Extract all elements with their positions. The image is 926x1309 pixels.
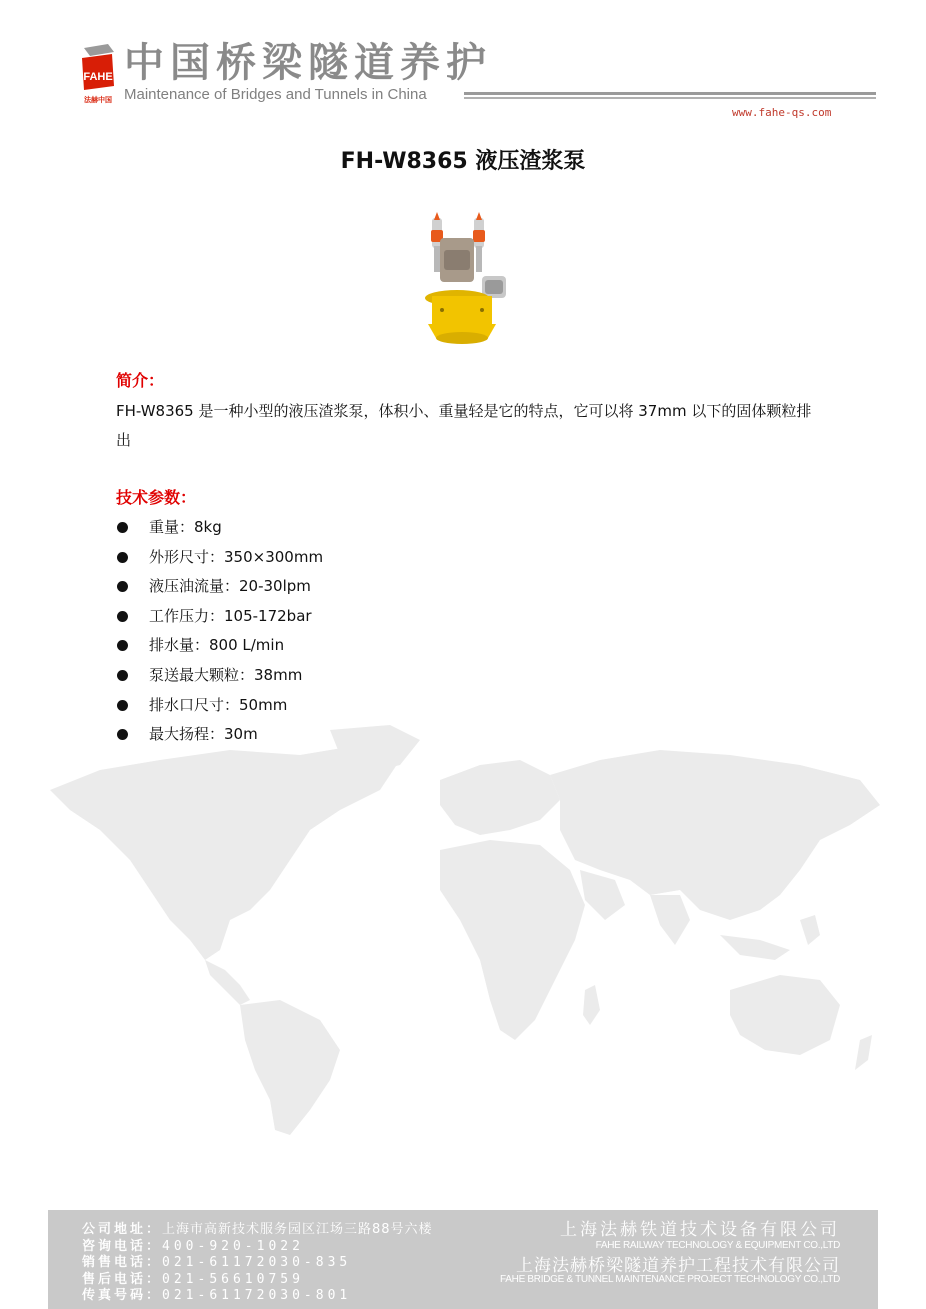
intro-heading: 简介： — [116, 371, 165, 390]
header-rule — [464, 92, 876, 95]
contact-sales-phone — [82, 1255, 433, 1272]
contact-label: 咨询电话： — [82, 1238, 163, 1254]
company2-name-chinese: 上海法赫桥梁隧道养护工程技术有限公司 — [516, 1256, 840, 1276]
pump-product-image — [412, 210, 524, 346]
specs-list — [116, 513, 323, 750]
intro-text: FH-W8365 是一种小型的液压渣浆泵，体积小、重量轻是它的特点，它可以将 37mm 以下的固体颗粒排出 — [116, 402, 812, 449]
logo-text: FAHE — [83, 71, 113, 83]
company2-name-english: FAHE BRIDGE & TUNNEL MAINTENANCE PROJECT TECHNOLOGY CO.,LTD — [500, 1274, 840, 1285]
contact-value: 021-61172030-801 — [162, 1288, 352, 1303]
contact-fax — [82, 1288, 433, 1305]
spec-item-pressure: 工作压力：105-172bar — [116, 602, 323, 632]
logo-subtext: 法赫中国 — [84, 96, 112, 104]
spec-item-oil-flow: 液压油流量：20-30lpm — [116, 572, 323, 602]
company1-name-chinese: 上海法赫铁道技术设备有限公司 — [560, 1220, 840, 1240]
company1-name-english: FAHE RAILWAY TECHNOLOGY & EQUIPMENT CO.,LTD — [595, 1240, 840, 1251]
page-title: FH-W8365 液压渣浆泵 — [340, 149, 586, 174]
specs-heading: 技术参数： — [116, 488, 197, 507]
website-link[interactable]: www.fahe-qs.com — [732, 106, 832, 119]
world-map-background — [40, 720, 890, 1140]
spec-item-max-head: 最大扬程：30m — [116, 720, 323, 750]
brand-name-chinese: 中国桥梁隧道养护 — [124, 40, 492, 86]
header-rule-thin — [464, 97, 876, 99]
contact-value: 021-61172030-835 — [162, 1255, 352, 1270]
spec-item-discharge: 排水量：800 L/min — [116, 631, 323, 661]
contact-value: 400-920-1022 — [162, 1238, 304, 1254]
contact-inquiry-phone — [82, 1239, 433, 1256]
brand-name-english: Maintenance of Bridges and Tunnels in China — [124, 86, 427, 103]
fahe-logo — [78, 44, 118, 106]
spec-item-dimensions: 外形尺寸：350×300mm — [116, 543, 323, 573]
contact-label: 公司地址： — [82, 1222, 163, 1237]
contact-value: 上海市高新技术服务园区江场三路88号六楼 — [162, 1222, 433, 1237]
spec-item-weight: 重量：8kg — [116, 513, 323, 543]
contact-service-phone — [82, 1272, 433, 1289]
spec-item-max-particle: 泵送最大颗粒：38mm — [116, 661, 323, 691]
footer-contacts — [82, 1222, 433, 1305]
contact-value: 021-56610759 — [162, 1271, 304, 1287]
contact-label: 售后电话： — [82, 1271, 163, 1287]
spec-item-outlet-size: 排水口尺寸：50mm — [116, 691, 323, 721]
contact-address — [82, 1222, 433, 1239]
contact-label: 传真号码： — [82, 1288, 163, 1303]
contact-label: 销售电话： — [82, 1255, 163, 1270]
